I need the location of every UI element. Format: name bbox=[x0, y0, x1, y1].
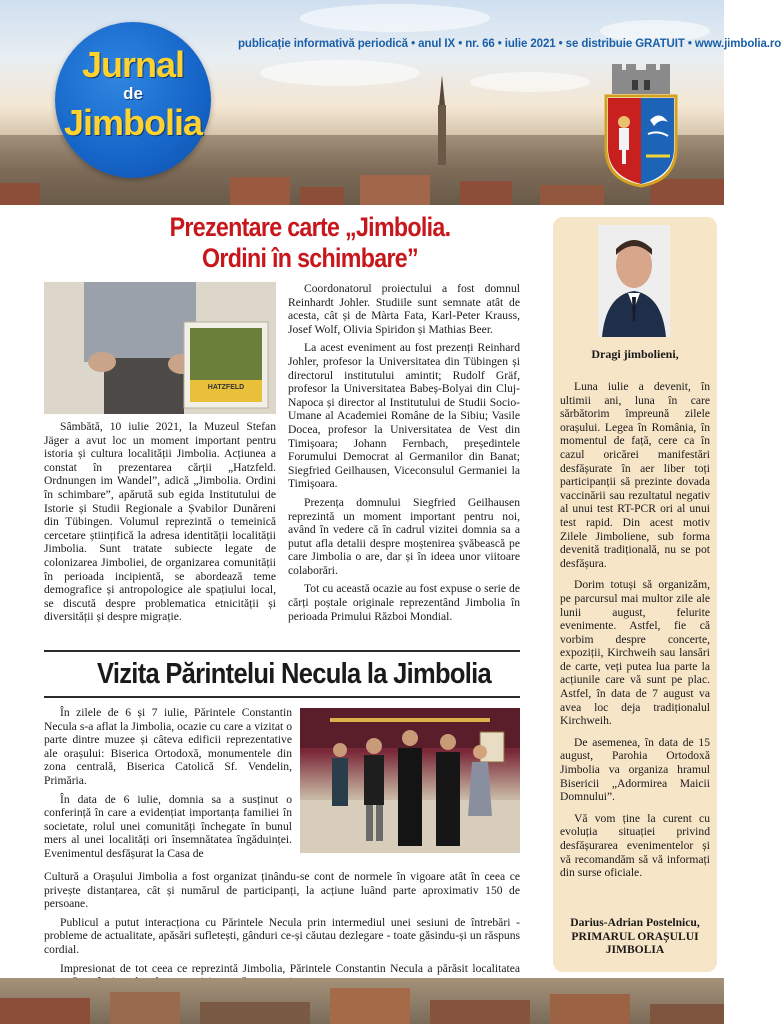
article2-paragraph: Cultură a Orașului Jimbolia a fost organizat ținându-se cont de normele în vigoare atât în ceea ce privește distanțarea, cât și numărul de participanți, la acțiune luând parte aproximativ 150 de persoane. bbox=[44, 870, 520, 911]
editorial-paragraph: Dorim totuși să organizăm, pe parcursul mai multor zile ale lunii august, felurite evenimente. Astfel, fie că vorbim despre concerte, expoziții, Kirchweih sau lansări de carte, veți putea lua parte la acțiunile care vă sunt pe plac. Astfel, în data de 7 august va avea loc deja tradiționalul Kirchweih. bbox=[560, 578, 710, 728]
signature-title-line2: JIMBOLIA bbox=[605, 943, 665, 957]
article1-title-line2: Ordini în schimbare” bbox=[202, 243, 418, 273]
editorial-paragraph: Luna iulie a devenit, în ultimii ani, luna în care sărbătorim împreună zilele orașului. Legea în România, în momentul de față, cere ca în cazul oricărei manifestări desfășurate în aer liber toți participanții să prezinte dovada vaccinării sau rezultatul negativ al unui test RT-PCR ori al unui test rapid. Din acest motiv Zilele Jimboliene, sub forma devenită tradițională, nu se pot desfășura. bbox=[560, 380, 710, 570]
article1-title-line1: Prezentare carte „Jimbolia. bbox=[169, 212, 451, 242]
article2-left-column bbox=[44, 706, 292, 861]
editorial-body bbox=[560, 380, 710, 880]
mayor-portrait-illustration bbox=[598, 225, 670, 337]
article1-paragraph: Sâmbătă, 10 iulie 2021, la Muzeul Stefan Jäger a avut loc un moment important pentru istoria și cultura localității Jimbolia. Acțiunea a constat în prezentarea cărții „Hatzfeld. Ordnungen im Wandel”, adică „Jimbolia. Ordini în schimbare”, apărută sub egida Institutului de Istorie și Studii Regionale a Șvabilor Dunăreni din Tübingen. Volumul reprezintă o temeinică cercetare științifică la adresa identității localității Jimbolia. Sunt tratate subiecte legate de colonizarea Jimboliei, de organizarea comunității în perioada incipientă, se abordează teme demografice și antropologice ale spațiului local, se discută despre problematica etnicității și diversității și despre migrație. bbox=[44, 420, 276, 624]
article2-bottom-block bbox=[44, 870, 520, 989]
book-photo-illustration bbox=[44, 282, 276, 414]
article1-title bbox=[104, 212, 517, 274]
masthead-tagline: publicație informativă periodică • anul IX • nr. 66 • iulie 2021 • se distribuie GRATUIT • www.jimbolia.ro bbox=[238, 38, 781, 50]
signature-name: Darius-Adrian Postelnicu, bbox=[570, 916, 700, 929]
editorial-paragraph: Vă vom ține la curent cu evoluția situației privind desfășurarea evenimentelor și vă recomandăm să vă informați din surse oficiale. bbox=[560, 811, 710, 880]
article2-title: Vizita Părintelui Necula la Jimbolia bbox=[97, 658, 491, 690]
article1-paragraph: Tot cu această ocazie au fost expuse o serie de cărți poștale originale reprezentând Jimbolia în perioada Primului Război Mondial. bbox=[288, 582, 520, 623]
article1-right-column bbox=[288, 282, 520, 623]
divider-bottom bbox=[44, 696, 520, 698]
footer-rooftops-illustration bbox=[0, 978, 724, 1024]
article2-paragraph: În zilele de 6 și 7 iulie, Părintele Constantin Necula s-a aflat la Jimbolia, ocazie cu care a vizitat o parte dintre muzee și câteva edificii reprezentative ale orașului: Biserica Ortodoxă, monumentele din zona centrală, Biserica Catolică Sf. Vendelin, Primăria. bbox=[44, 706, 292, 787]
group-photo-illustration bbox=[300, 708, 520, 853]
church-spire-icon bbox=[436, 75, 448, 165]
editorial-signature bbox=[560, 916, 710, 957]
jimbolia-coat-of-arms-icon bbox=[602, 64, 680, 188]
logo-word-jurnal: Jurnal bbox=[81, 44, 185, 85]
logo-word-de: de bbox=[123, 84, 143, 103]
article1-paragraph: La acest eveniment au fost prezenți Reinhard Johler, profesor la Universitatea din Tübingen și directorul institutului amintit; Rudolf Gräf, profesor la Universitatea Babeș-Bolyai din Cluj-Napoca și director al Institutului de Studii Socio-Umane al Academiei Române de la Sibiu; Vasile Docea, profesor la Universitatea de Vest din Timișoara; Johann Fernbach, președintele Forumului Democrat al Germanilor din Banat; Siegfried Geilhausen, Viceconsulul Germaniei la Timișoara. bbox=[288, 341, 520, 491]
editorial-greeting: Dragi jimbolieni, bbox=[591, 347, 679, 361]
article1-paragraph: Prezența domnului Siegfried Geilhausen reprezintă un moment important pentru noi, având în vedere că în cadrul vizitei domnia sa a putut afla detalii despre moștenirea șvăbească pe care Jimbolia o are, dar și în ideea unor viitoare colaborări. bbox=[288, 495, 520, 577]
article2-paragraph: Publicul a putut interacționa cu Părintele Necula prin intermediul unei sesiuni de întrebări - probleme de actualitate, apăsări sufletești, gânduri ce-și căutau dezlegare - toate găsindu-și un răspuns cordial. bbox=[44, 915, 520, 956]
book-cover-title: HATZFELD bbox=[207, 384, 245, 391]
article1-paragraph: Coordonatorul proiectului a fost domnul Reinhardt Johler. Studiile sunt semnate atât de acesta, cât și de Màrta Fata, Karl-Peter Krauss, Josef Wolf, Olivia Spiridon și Mathias Beer. bbox=[288, 282, 520, 336]
logo-word-jimbolia: Jimbolia bbox=[63, 102, 203, 143]
group-photo bbox=[300, 708, 520, 853]
article2-paragraph: Impresionat de tot ceea ce reprezintă Jimbolia, Părintele Constantin Necula a părăsit localitatea bbox=[60, 961, 520, 975]
divider-top bbox=[44, 650, 520, 652]
masthead-banner bbox=[0, 0, 781, 205]
article2-paragraph: În data de 6 iulie, domnia sa a susținut o conferință în care a evidențiat importanța familiei în societate, rolul unei comunități închegate în bunul mers al unei localități ori însemnătatea îngăduinței. Evenimentul desfășurat la Casa de bbox=[44, 792, 292, 860]
mayor-portrait bbox=[598, 225, 670, 337]
footer-town-panorama bbox=[0, 978, 724, 1024]
signature-title-line1: PRIMARUL ORAȘULUI bbox=[571, 929, 699, 943]
article1-left-column bbox=[44, 420, 276, 624]
editorial-paragraph: De asemenea, în data de 15 august, Parohia Ortodoxă Jimbolia va organiza hramul Bisericii „Adormirea Maicii Domnului”. bbox=[560, 735, 710, 804]
book-presentation-photo bbox=[44, 282, 276, 414]
newspaper-logo bbox=[55, 22, 211, 178]
